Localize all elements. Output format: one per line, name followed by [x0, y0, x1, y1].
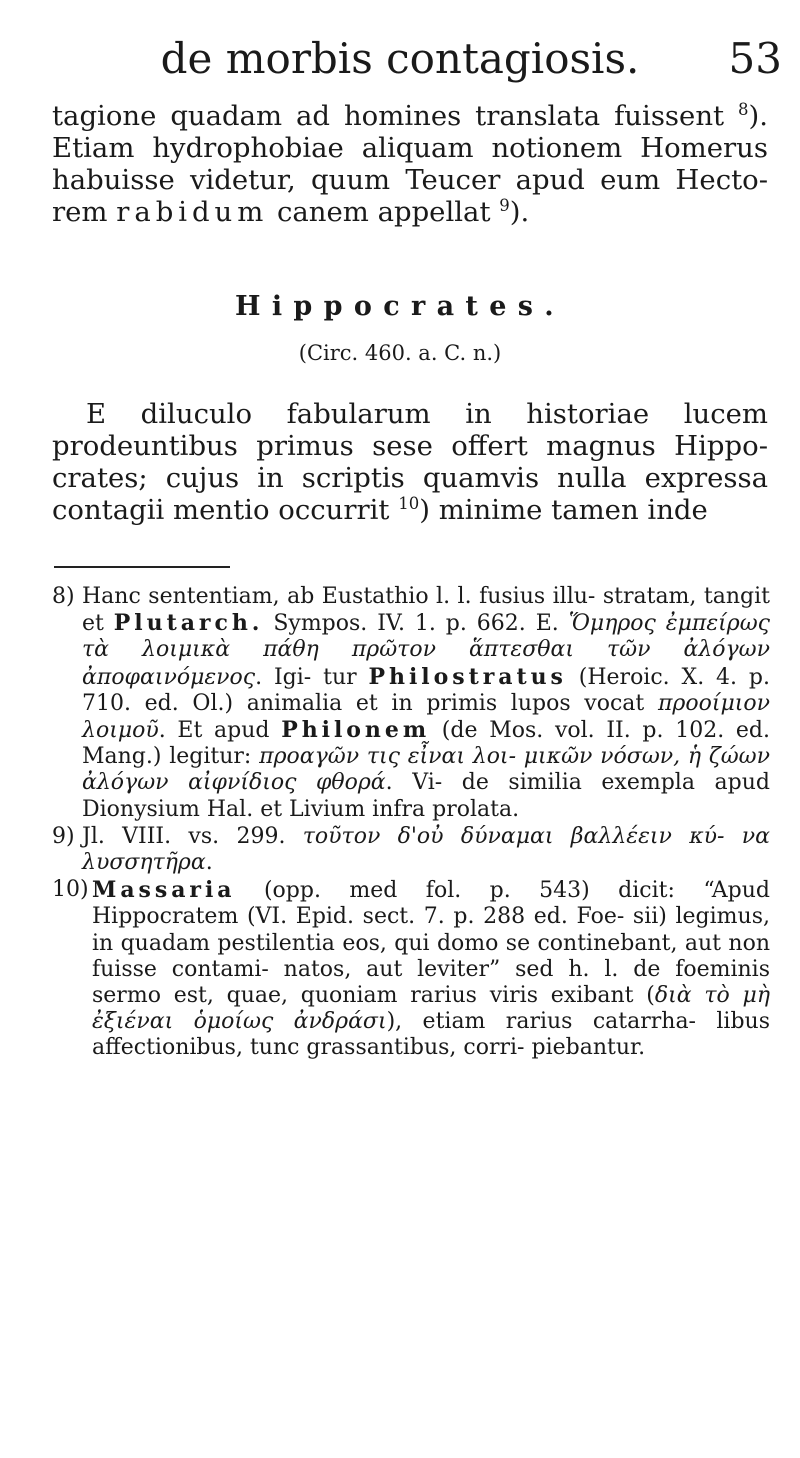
- footnote-divider: [54, 566, 230, 568]
- footnote-ref-8[interactable]: 8: [738, 99, 749, 119]
- footnote-9: 9) Jl. VIII. vs. 299. τοῦτον δ'οὐ δύναμαι βαλλέειν κύ- να λυσσητῆρα.: [52, 823, 770, 876]
- footnote-8: 8) Hanc sententiam, ab Eustathio l. l. fusius illu- stratam, tangit et Plutarch. Sympos. IV. 1. p. 662. E. Ὅμηρος ἐμπείρως τὰ λοιμικὰ πάθη πρῶτον ἅπτεσθαι τῶν ἀλόγων ἀποφαινόμενος. Igi- tur Philostratus (Heroic. X. 4. p. 710. ed. Ol.) animalia et in primis lupos vocat προοίμιον λοιμοῦ. Et apud Philonem (de Mos. vol. II. p. 102. ed. Mang.) legitur: προαγῶν τις εἶναι λοι- μικῶν νόσων, ἡ ζώων ἀλόγων αἰφνίδιος φθορά. Vi- de similia exempla apud Dionysium Hal. et Livium infra prolata.: [52, 584, 770, 822]
- running-head: [0, 34, 800, 84]
- page-number: 53: [728, 34, 782, 83]
- opening-paragraph: tagione quadam ad homines translata fuissent $^8$). Etiam hydrophobiae aliquam notionem Homerus habuisse videtur, quum Teucer apud eum Hecto- rem rabidum canem appellat $^9$).: [52, 99, 768, 228]
- footnotes: [52, 584, 770, 1062]
- footnote-10: 10) Massaria (opp. med fol. p. 543) dicit: “Apud Hippocratem (VI. Epid. sect. 7. p. 288 ed. Foe- sii) legimus, in quadam pestilentia eos, qui domo se continebant, aut non fuisse contami- natos, aut leviter” sed h. l. de foeminis sermo est, quae, quoniam rarius viris exibant (διὰ τὸ μὴ ἐξιέναι ὁμοίως ἀνδράσι), etiam rarius catarrha- libus affectionibus, tunc grassantibus, corri- piebantur.: [52, 877, 771, 1061]
- hippocrates-paragraph: E diluculo fabularum in historiae lucem prodeuntibus primus sese offert magnus Hippo- crates; cujus in scriptis quamvis nulla expressa contagii mentio occurrit $^{10}$) minime tamen inde: [52, 398, 768, 526]
- section-title: Hippocrates.: [234, 291, 566, 322]
- section-date: (Circ. 460. a. C. n.): [298, 341, 502, 365]
- running-title: de morbis contagiosis.: [160, 34, 640, 83]
- emphasis-rabidum: rabidum: [116, 196, 269, 228]
- section-heading: [0, 290, 800, 368]
- footnote-ref-9[interactable]: 9: [499, 195, 510, 215]
- footnote-ref-10[interactable]: 10: [398, 493, 420, 513]
